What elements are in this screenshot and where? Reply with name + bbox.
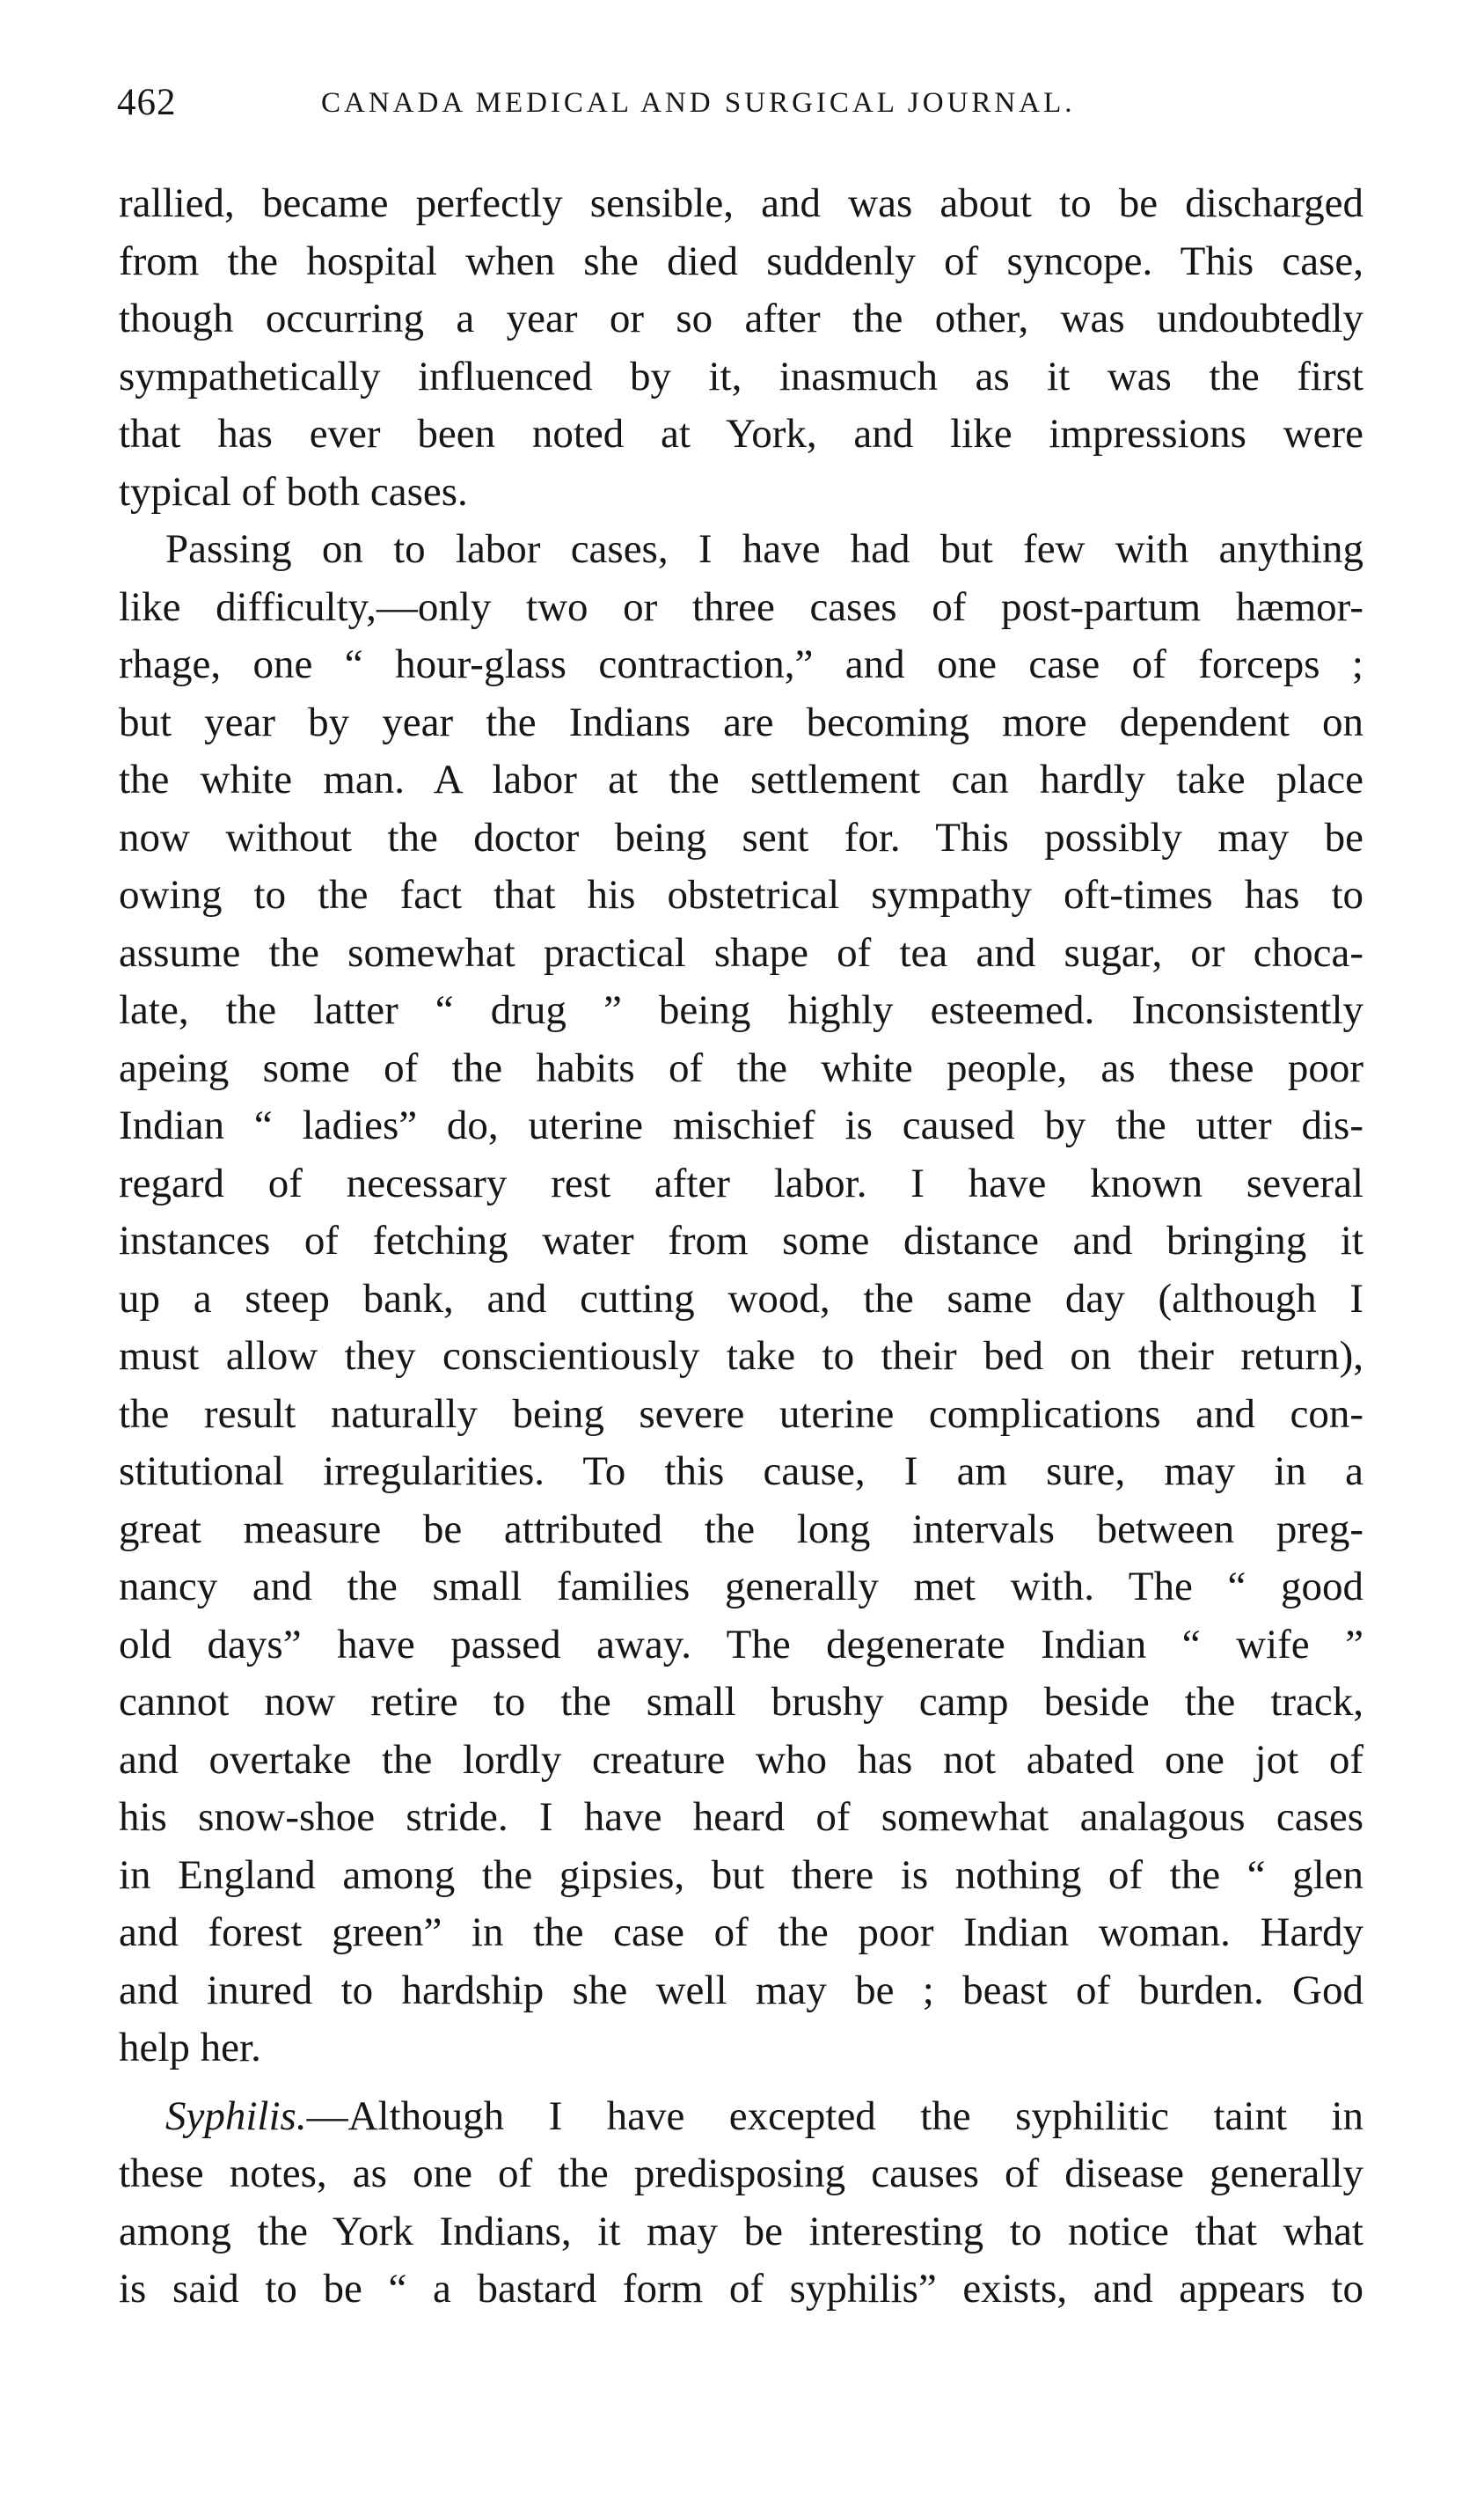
paragraph-start-line: Passing on to labor cases, I have had but few with anything [165,526,1363,572]
text-line: help her. [119,2025,261,2070]
page-header [117,81,1366,134]
text-line: sympathetically influenced by it, inasmuch as it was the first [119,353,1363,399]
running-head: CANADA MEDICAL AND SURGICAL JOURNAL. [321,87,1076,119]
text-line: must allow they conscientiously take to their bed on their return), [119,1333,1363,1379]
text-line: from the hospital when she died suddenly of syncope. This case, [119,238,1363,284]
text-line: now without the doctor being sent for. This possibly may be [119,814,1363,861]
text-line: and overtake the lordly creature who has not abated one jot of [119,1736,1363,1783]
text-line: Indian “ ladies” do, uterine mischief is caused by the utter dis- [119,1103,1363,1148]
text-line-continuation: —Although I have excepted the syphilitic taint in [306,2092,1363,2139]
text-line: instances of fetching water from some distance and bringing it [119,1218,1363,1264]
text-line: stitutional irregularities. To this cause, I am sure, may in a [119,1448,1363,1494]
text-line: in England among the gipsies, but there is nothing of the “ glen [119,1851,1363,1898]
page-number: 462 [117,82,177,123]
section-heading: Syphilis. [165,2092,307,2139]
text-line: and forest green” in the case of the poor Indian woman. Hardy [119,1909,1363,1955]
text-line: these notes, as one of the predisposing causes of disease generally [119,2151,1363,2196]
text-line: typical of both cases. [119,468,468,515]
text-line: cannot now retire to the small brushy camp beside the track, [119,1679,1363,1725]
paragraph-start-line [119,2088,1363,2146]
text-line: his snow-shoe stride. I have heard of somewhat analagous cases [119,1794,1363,1840]
text-line: among the York Indians, it may be interesting to notice that what [119,2208,1363,2254]
text-line: like difficulty,—only two or three cases of post-partum hæmor- [119,583,1363,630]
text-line: the white man. A labor at the settlement can hardly take place [119,757,1363,802]
text-line: nancy and the small families generally met with. The “ good [119,1564,1363,1609]
text-line: though occurring a year or so after the other, was undoubtedly [119,296,1363,341]
text-line: the result naturally being severe uterine complications and con- [119,1390,1363,1437]
text-line: that has ever been noted at York, and like impressions were [119,411,1363,457]
text-line: owing to the fact that his obstetrical sympathy oft-times has to [119,872,1363,918]
text-line: late, the latter “ drug ” being highly esteemed. Inconsistently [119,987,1363,1033]
text-line: assume the somewhat practical shape of tea and sugar, or choca- [119,929,1363,976]
text-line: apeing some of the habits of the white people, as these poor [119,1044,1363,1091]
text-line: is said to be “ a bastard form of syphilis” exists, and appears to [119,2266,1363,2312]
text-line: great measure be attributed the long intervals between preg- [119,1506,1363,1552]
text-line: but year by year the Indians are becoming more dependent on [119,699,1363,745]
text-line: and inured to hardship she well may be ; beast of burden. God [119,1967,1363,2013]
text-line: old days” have passed away. The degenerate Indian “ wife ” [119,1621,1363,1667]
text-line: rhage, one “ hour-glass contraction,” and one case of forceps ; [119,641,1363,687]
text-line: regard of necessary rest after labor. I have known several [119,1160,1363,1206]
body-text [119,175,1363,2319]
text-line: rallied, became perfectly sensible, and was about to be discharged [119,180,1363,226]
text-line: up a steep bank, and cutting wood, the same day (although I [119,1275,1363,1322]
